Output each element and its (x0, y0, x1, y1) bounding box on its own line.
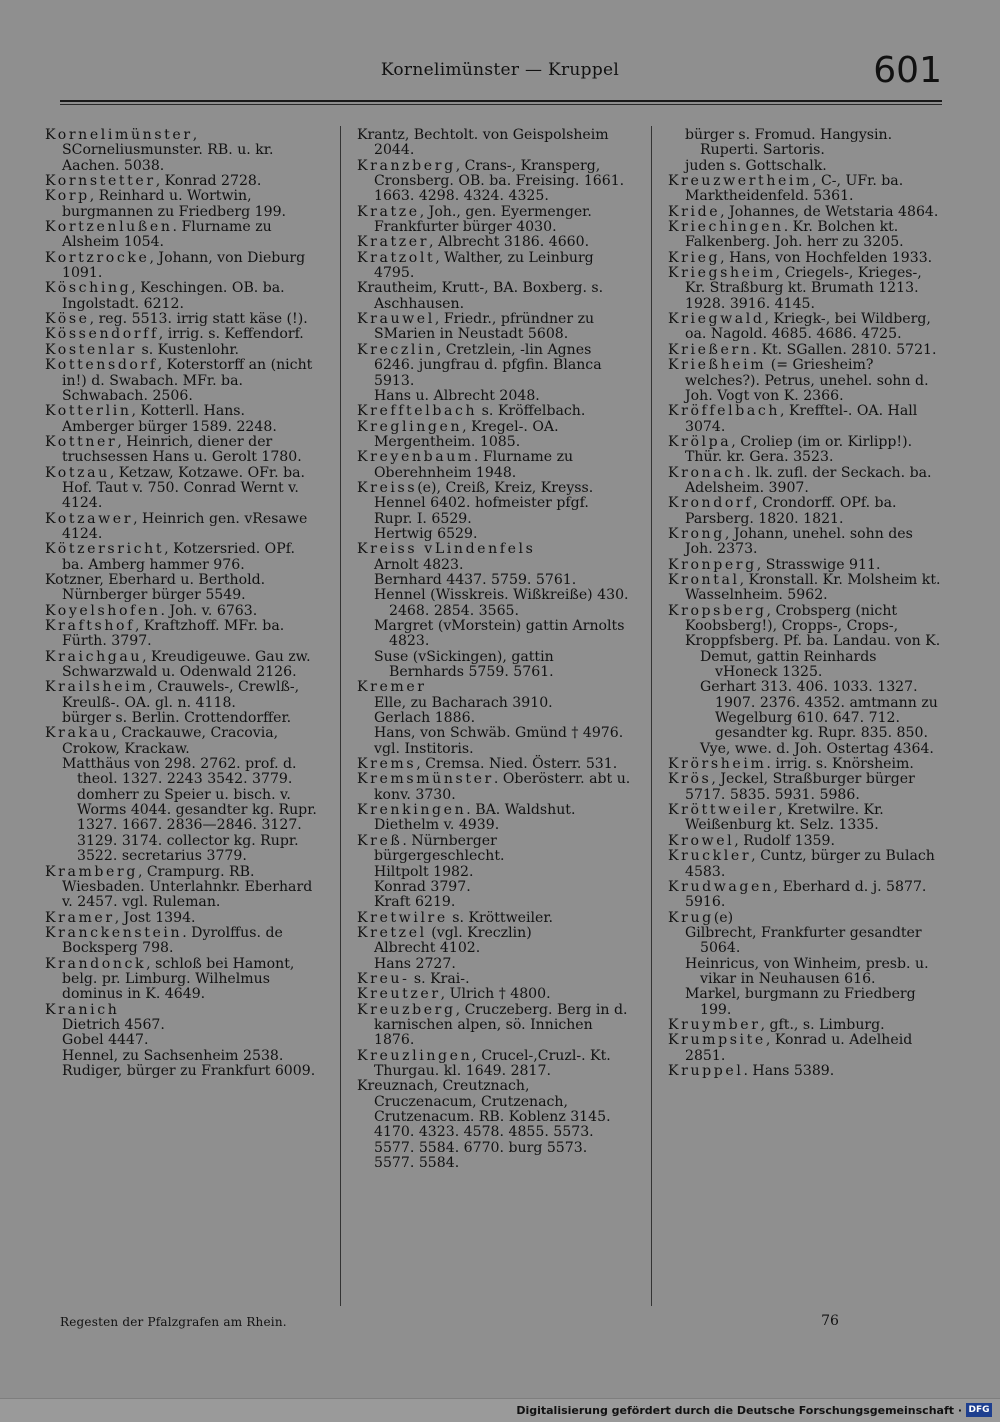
index-entry (668, 1064, 942, 1079)
entry-text: , Jost 1394. (114, 909, 196, 926)
entry-text: , Koterstorff an (nicht in!) d. Swabach. MFr. ba. Schwabach. 2506. (62, 357, 313, 404)
entry-headword: Kötzersricht (45, 541, 165, 558)
entry-headword: Kratze (357, 203, 420, 220)
index-entry (668, 159, 942, 174)
entry-headword: Krös (668, 771, 712, 788)
entry-headword: Kottner (45, 433, 118, 450)
entry-text: Bernhard 4437. 5759. 5761. (374, 571, 577, 588)
index-entry (45, 573, 319, 604)
entry-headword: Krumpsite (668, 1032, 766, 1049)
entry-text: , Crauwels-, Crewlß-, Kreulß-. OA. gl. n. 4118. (62, 679, 300, 711)
index-entry (45, 174, 319, 189)
entry-text: , irrig. s. Keffendorf. (158, 326, 304, 343)
entry-text: Gerlach 1886. (374, 710, 476, 727)
entry-headword: Krauwel (357, 311, 435, 328)
index-entry (45, 251, 319, 282)
entry-headword: Krontal (668, 571, 740, 588)
index-entry (668, 205, 942, 220)
index-entry (45, 757, 319, 864)
entry-headword: Krakau (45, 725, 113, 742)
entry-text: , Crampurg. RB. Wiesbaden. Unterlahnkr. Eberhard v. 2457. vgl. Ruleman. (62, 863, 313, 911)
index-entry (357, 834, 631, 865)
index-entry (357, 404, 631, 419)
entry-headword: Kruymber (668, 1016, 761, 1033)
index-entry (668, 880, 942, 911)
entry-text: vgl. Institoris. (374, 740, 474, 757)
entry-text: Kreuznach, Creutznach, Cruczenacum, Crutzenach, Crutzenacum. RB. Koblenz 3145. 4170. 4323. 4578. 4855. 5573. 5577. 5584. 6770. burg 5573. 5577. 5584. (357, 1078, 611, 1172)
index-entry (357, 1079, 631, 1171)
entry-headword: Krowel (668, 832, 735, 849)
entry-text: . Kt. SGallen. 2810. 5721. (752, 341, 937, 358)
index-entry (45, 358, 319, 404)
entry-text: s. Krai-. (409, 970, 470, 987)
entry-text: . Joh. v. 6763. (160, 602, 258, 619)
index-entry (357, 957, 631, 972)
index-entry (357, 619, 631, 650)
index-entry (45, 327, 319, 342)
index-entry (357, 650, 631, 681)
column-3 (668, 128, 942, 1079)
entry-text: Krautheim, Krutt-, BA. Boxberg. s. Aschhausen. (357, 280, 604, 312)
index-entry (357, 911, 631, 926)
entry-text: (= Griesheim? welches?). Petrus, unehel. sohn d. Joh. Vogt von K. 2366. (685, 357, 929, 404)
entry-text: Dietrich 4567. (62, 1016, 165, 1033)
index-entry (45, 1003, 319, 1018)
index-entry (668, 251, 942, 266)
index-entry (668, 803, 942, 834)
entry-headword: Köse (45, 311, 90, 328)
footer-sheet-number: 76 (821, 1313, 839, 1329)
entry-text: Kraft 6219. (374, 894, 456, 911)
entry-text: , Cruczeberg. Berg in d. karnischen alpen, sö. Innichen 1876. (374, 1001, 628, 1049)
index-entry (668, 1033, 942, 1064)
index-entry (668, 926, 942, 957)
index-entry (45, 435, 319, 466)
entry-text: , Heinrich, diener der truchsessen Hans u. Gerolt 1780. (62, 433, 302, 466)
index-entry (45, 542, 319, 573)
entry-headword: Kreu- (357, 970, 410, 987)
entry-headword: Krießheim (668, 357, 767, 374)
entry-text: Konrad 3797. (374, 878, 471, 895)
entry-text: , Criegels-, Krieges-, Kr. Straßburg kt. Brumath 1213. 1928. 3916. 4145. (685, 265, 922, 312)
index-entry (45, 604, 319, 619)
entry-text: Krantz, Bechtolt. von Geispolsheim 2044. (357, 127, 609, 159)
entry-text: (e) (713, 909, 734, 926)
entry-headword: Kostenlar (45, 341, 137, 358)
entry-text: . irrig. s. Knörsheim. (766, 756, 914, 773)
index-entry (45, 711, 319, 726)
index-entry (357, 235, 631, 250)
index-entry (357, 941, 631, 956)
index-entry (357, 680, 631, 695)
entry-headword: Kreiss vLindenfels (357, 541, 536, 558)
entry-headword: Kropsberg (668, 602, 767, 619)
index-entry (357, 389, 631, 404)
entry-headword: Kranzberg (357, 157, 456, 174)
entry-text: , Crondorff. OPf. ba. Parsberg. 1820. 1821. (685, 495, 897, 527)
entry-text: , Kriegk-, bei Wildberg, oa. Nagold. 4685. 4686. 4725. (685, 311, 931, 343)
entry-text: , Heinrich gen. vResawe 4124. (62, 510, 308, 542)
entry-text: s. Kröttweiler. (447, 909, 554, 926)
entry-headword: Kruckler (668, 848, 752, 865)
entry-text: , Krefftel-. OA. Hall 3074. (685, 403, 918, 435)
index-entry (357, 696, 631, 711)
header-rule-thin (60, 104, 942, 105)
index-entry (357, 972, 631, 987)
index-entry (357, 1003, 631, 1049)
entry-text: , reg. 5513. irrig statt käse (!). (89, 311, 308, 328)
entry-headword: Korp (45, 188, 90, 205)
entry-text: Hennel (Wisskreis. Wißkreiße) 430. 2468. 2854. 3565. (374, 587, 629, 619)
entry-text: , Cretzlein, -lin Agnes 6246. jungfrau d. pfgfin. Blanca 5913. (374, 341, 602, 389)
index-entry (357, 573, 631, 588)
digitization-credit-bar (0, 1398, 1000, 1422)
index-entry (357, 159, 631, 205)
index-entry (357, 281, 631, 312)
entry-headword: Kratzolt (357, 249, 436, 266)
entry-text: s. Kustenlohr. (137, 341, 240, 358)
entry-text: , C-, UFr. ba. Marktheidenfeld. 5361. (685, 173, 904, 205)
column-1 (45, 128, 319, 1079)
column-2 (357, 128, 631, 1171)
entry-headword: Kotzawer (45, 510, 134, 527)
index-entry (668, 266, 942, 312)
index-entry (357, 481, 631, 527)
entry-text: , Kretwilre. Kr. Weißenburg kt. Selz. 1335. (685, 802, 884, 834)
index-entry (668, 404, 942, 435)
entry-text: , Johann, unehel. sohn des Joh. 2373. (685, 525, 913, 558)
header-rule-thick (60, 100, 942, 102)
entry-text: Margret (vMorstein) gattin Arnolts 4823. (374, 618, 625, 650)
entry-text: , Reinhard u. Wortwin, burgmannen zu Friedberg 199. (62, 188, 287, 220)
entry-headword: Kriegsheim (668, 265, 776, 282)
entry-headword: Kornelimünster (45, 127, 193, 143)
index-entry (45, 1064, 319, 1079)
entry-text: Hans u. Albrecht 2048. (374, 387, 540, 404)
index-entry (668, 772, 942, 803)
entry-headword: Kreczlin (357, 341, 437, 358)
entry-text: (e), Creiß, Kreiz, Kreyss. Hennel 6402. hofmeister pfgf. Rupr. I. 6529. (374, 479, 594, 527)
entry-headword: Kranckenstein (45, 924, 183, 941)
entry-headword: Kröttweiler (668, 802, 779, 819)
index-entry (357, 450, 631, 481)
entry-text: , gft., s. Limburg. (760, 1016, 885, 1033)
entry-headword: Kösching (45, 280, 132, 297)
entry-headword: Krenkingen (357, 802, 467, 819)
entry-headword: Kreuzberg (357, 1001, 456, 1018)
entry-text: Gerhart 313. 406. 1033. 1327. 1907. 2376. 4352. amtmann zu Wegelburg 610. 647. 712. gesandter kg. Rupr. 835. 850. (700, 679, 938, 742)
entry-headword: Kössendorff (45, 326, 159, 343)
entry-text: , Ulrich † 4800. (440, 986, 551, 1003)
entry-headword: Kremer (357, 679, 427, 696)
index-entry (668, 1018, 942, 1033)
index-entry (357, 772, 631, 803)
index-entry (45, 1018, 319, 1033)
entry-text: , Keschingen. OB. ba. Ingolstadt. 6212. (62, 280, 285, 312)
index-entry (357, 420, 631, 451)
entry-text: , Ketzaw, Kotzawe. OFr. ba. Hof. Taut v. 750. Conrad Wernt v. 4124. (62, 464, 305, 512)
index-entry (357, 880, 631, 895)
index-entry (357, 803, 631, 834)
index-entry (357, 251, 631, 282)
entry-text: . Flurname zu Oberehnheim 1948. (374, 449, 574, 481)
index-entry (668, 174, 942, 205)
entry-text: , Kronstall. Kr. Molsheim kt. Wasselnheim. 5962. (685, 571, 941, 604)
index-entry (668, 312, 942, 343)
index-entry (45, 957, 319, 1003)
entry-headword: Kreuzlingen (357, 1047, 473, 1064)
entry-text: , Eberhard d. j. 5877. 5916. (685, 878, 927, 911)
entry-text: Kotzner, Eberhard u. Berthold. Nürnberger bürger 5549. (45, 571, 266, 604)
index-entry (668, 957, 942, 988)
index-entry (45, 1033, 319, 1048)
index-entry (668, 435, 942, 466)
page-header (0, 50, 1000, 96)
index-entry (357, 588, 631, 619)
entry-text: , Kregel-. OA. Mergentheim. 1085. (374, 418, 559, 450)
index-entry (668, 604, 942, 650)
index-entry (357, 987, 631, 1002)
entry-text: , Friedr., pfründner zu SMarien in Neustadt 5608. (374, 311, 595, 343)
entry-headword: Krölpa (668, 433, 732, 450)
entry-text: , Crucel-,Cruzl-. Kt. Thurgau. kl. 1649. 2817. (374, 1047, 611, 1079)
entry-headword: Krörsheim (668, 756, 767, 773)
entry-text: Hans 2727. (374, 955, 456, 972)
index-entry (45, 926, 319, 957)
index-entry (45, 220, 319, 251)
entry-headword: Kratzer (357, 234, 430, 251)
entry-headword: Kortzenlußen (45, 219, 173, 236)
index-entry (357, 128, 631, 159)
entry-text: , Cremsa. Nied. Österr. 531. (416, 756, 618, 773)
entry-text: . Kr. Bolchen kt. Falkenberg. Joh. herr zu 3205. (685, 219, 904, 251)
index-entry (668, 343, 942, 358)
index-entry (45, 404, 319, 435)
entry-text: , Johannes, de Wetstaria 4864. (720, 203, 939, 220)
index-entry (45, 726, 319, 757)
entry-text: Gilbrecht, Frankfurter gesandter 5064. (685, 924, 922, 957)
entry-text: , Cuntz, bürger zu Bulach 4583. (685, 848, 935, 880)
entry-headword: Kreiss (357, 479, 418, 496)
index-entry (357, 343, 631, 389)
index-entry (45, 650, 319, 681)
index-entry (668, 128, 942, 159)
entry-text: , Joh., gen. Eyermenger. Frankfurter bürger 4030. (374, 203, 592, 236)
entry-headword: Kotzau (45, 464, 110, 481)
entry-headword: Kröffelbach (668, 403, 781, 420)
entry-headword: Krieg (668, 249, 721, 266)
entry-headword: Kreyenbaum (357, 449, 474, 466)
entry-text: Elle, zu Bacharach 3910. (374, 694, 553, 711)
entry-text: , Crans-, Kransperg, Cronsberg. OB. ba. Freising. 1661. 1663. 4298. 4324. 4325. (374, 157, 625, 205)
index-entry (668, 742, 942, 757)
entry-text: . Hans 5389. (743, 1062, 835, 1079)
entry-text: , Kotterll. Hans. Amberger bürger 1589. 2248. (62, 403, 277, 435)
index-entry (45, 312, 319, 327)
entry-text: Rudiger, bürger zu Frankfurt 6009. (62, 1062, 316, 1079)
index-entry (668, 650, 942, 681)
entry-text: , Strasswige 911. (756, 556, 881, 573)
index-entry (668, 358, 942, 404)
entry-headword: Kruppel (668, 1062, 744, 1079)
entry-text: , Crackauwe, Cracovia, Crokow, Krackaw. (62, 725, 279, 757)
entry-headword: Kornstetter (45, 173, 156, 190)
index-entry (668, 466, 942, 497)
index-entry (45, 865, 319, 911)
entry-text: , Albrecht 3186. 4660. (429, 234, 590, 251)
index-entry (45, 619, 319, 650)
index-entry (357, 711, 631, 726)
index-entry (357, 312, 631, 343)
entry-text: s. Kröffelbach. (477, 403, 586, 420)
index-entry (45, 343, 319, 358)
index-entry (668, 757, 942, 772)
entry-headword: Krießern (668, 341, 753, 358)
entry-text: (vgl. Kreczlin) (426, 924, 532, 941)
column-divider-left (340, 126, 341, 1306)
running-title: Kornelimünster — Kruppel (380, 60, 620, 80)
entry-text: Hiltpolt 1982. (374, 863, 474, 880)
entry-headword: Kramer (45, 909, 115, 926)
entry-headword: Kriegwald (668, 311, 765, 328)
entry-headword: Krong (668, 525, 725, 542)
entry-text: . lk. zufl. der Seckach. ba. Adelsheim. 3907. (685, 464, 932, 496)
index-entry (45, 128, 319, 174)
entry-headword: Krug (668, 909, 714, 926)
column-divider-right (651, 126, 652, 1306)
entry-text: , Konrad u. Adelheid 2851. (685, 1032, 913, 1064)
entry-headword: Kronach (668, 464, 747, 481)
entry-headword: Kretwilre (357, 909, 448, 926)
index-entry (45, 680, 319, 711)
entry-headword: Koyelshofen (45, 602, 161, 619)
entry-headword: Kreuzwertheim (668, 173, 813, 190)
index-entry (357, 205, 631, 236)
index-entry (357, 527, 631, 542)
index-entry (45, 512, 319, 543)
entry-text: . Nürnberger bürgergeschlecht. (374, 832, 505, 865)
index-entry (668, 680, 942, 741)
index-entry (668, 911, 942, 926)
entry-headword: Kraichgau (45, 648, 143, 665)
index-entry (357, 865, 631, 880)
index-entry (45, 281, 319, 312)
entry-headword: Kronperg (668, 556, 757, 573)
entry-text: , Walther, zu Leinburg 4795. (374, 249, 594, 282)
entry-text: . BA. Waldshut. Diethelm v. 4939. (374, 802, 576, 834)
entry-text: . Oberösterr. abt u. konv. 3730. (374, 771, 631, 803)
entry-text: , SCorneliusmunster. RB. u. kr. Aachen. 5038. (62, 127, 274, 174)
index-entry (668, 527, 942, 558)
entry-text: , Kraftzhoff. MFr. ba. Fürth. 3797. (62, 618, 285, 650)
entry-headword: Krailsheim (45, 679, 149, 696)
entry-text: , Crobsperg (nicht Koobsberg!), Cropps-, Crops-, Kroppfsberg. Pf. ba. Landau. von K. (685, 602, 941, 650)
index-entry (668, 849, 942, 880)
index-entry (668, 558, 942, 573)
entry-headword: Kramberg (45, 863, 138, 880)
entry-text: , Kotzersried. OPf. ba. Amberg hammer 976. (62, 541, 295, 573)
index-entry (668, 220, 942, 251)
index-entry (357, 926, 631, 941)
entry-text: Hans, von Schwäb. Gmünd † 4976. (374, 725, 624, 742)
index-entry (668, 834, 942, 849)
entry-text: Hennel, zu Sachsenheim 2538. (62, 1047, 284, 1064)
entry-headword: Krudwagen (668, 878, 774, 895)
entry-text: , Konrad 2728. (155, 173, 262, 190)
entry-text: Markel, burgmann zu Friedberg 199. (685, 986, 916, 1018)
entry-text: , Kreudigeuwe. Gau zw. Schwarzwald u. Odenwald 2126. (62, 648, 311, 681)
entry-text: , Rudolf 1359. (734, 832, 835, 849)
index-entry (357, 542, 631, 557)
entry-text: bürger s. Fromud. Hangysin. Ruperti. Sartoris. (685, 127, 893, 159)
entry-text: , Jeckel, Straßburger bürger 5717. 5835. 5931. 5986. (685, 771, 915, 803)
entry-headword: Krefftelbach (357, 403, 478, 420)
entry-text: Albrecht 4102. (374, 940, 481, 957)
entry-headword: Kriechingen (668, 219, 784, 236)
entry-headword: Kretzel (357, 924, 427, 941)
entry-headword: Kreglingen (357, 418, 463, 435)
entry-text: Gobel 4447. (62, 1032, 149, 1049)
index-entry (668, 987, 942, 1018)
entry-headword: Kride (668, 203, 721, 220)
entry-headword: Kremsmünster (357, 771, 494, 788)
entry-text: Demut, gattin Reinhards vHoneck 1325. (700, 648, 877, 681)
index-entry (357, 757, 631, 772)
entry-headword: Kortzrocke (45, 249, 150, 266)
entry-headword: Kreß (357, 832, 403, 849)
index-entry (45, 189, 319, 220)
entry-text: , Hans, von Hochfelden 1933. (720, 249, 933, 266)
index-entry (357, 726, 631, 741)
entry-headword: Kreutzer (357, 986, 441, 1003)
entry-text: Suse (vSickingen), gattin Bernhards 5759. 5761. (374, 648, 554, 681)
entry-headword: Kotterlin (45, 403, 132, 420)
index-entry (45, 1049, 319, 1064)
entry-text: . Dyrolffus. de Bocksperg 798. (62, 924, 283, 957)
page-number: 601 (873, 50, 942, 91)
entry-text: . Flurname zu Alsheim 1054. (62, 219, 272, 251)
entry-headword: Krondorf (668, 495, 754, 512)
entry-text: Vye, wwe. d. Joh. Ostertag 4364. (700, 740, 934, 757)
entry-text: juden s. Gottschalk. (685, 157, 827, 174)
entry-text: , Johann, von Dieburg 1091. (62, 249, 306, 282)
entry-headword: Kranich (45, 1001, 120, 1018)
index-entry (668, 573, 942, 604)
index-entry (45, 911, 319, 926)
entry-text: , schloß bei Hamont, belg. pr. Limburg. Wilhelmus dominus in K. 4649. (62, 955, 295, 1003)
credit-text: Digitalisierung gefördert durch die Deutsche Forschungsgemeinschaft · (516, 1404, 962, 1417)
index-entry (357, 895, 631, 910)
dfg-logo-icon: DFG (966, 1403, 992, 1417)
entry-text: Matthäus von 298. 2762. prof. d. theol. 1327. 2243 3542. 3779. domherr zu Speier u. bisch. v. Worms 4044. gesandter kg. Rupr. 1327. 1667. 2836—2846. 3127. 3129. 3174. collector kg. Rupr. 3522. secretarius 3779. (62, 756, 317, 865)
footer-source: Regesten der Pfalzgrafen am Rhein. (60, 1315, 287, 1329)
entry-text: Arnolt 4823. (374, 556, 464, 573)
entry-headword: Kraftshof (45, 618, 135, 634)
index-entry (357, 1049, 631, 1080)
entry-headword: Krems (357, 756, 417, 773)
index-entry (357, 742, 631, 757)
index-entry (668, 496, 942, 527)
index-entry (45, 466, 319, 512)
entry-headword: Kottensdorf (45, 357, 158, 374)
entry-text: bürger s. Berlin. Crottendorffer. (62, 710, 292, 727)
index-entry (357, 558, 631, 573)
entry-headword: Krandonck (45, 955, 147, 972)
entry-text: Heinricus, von Winheim, presb. u. vikar in Neuhausen 616. (685, 955, 929, 987)
entry-text: , Croliep (im or. Kirlipp!). Thür. kr. Gera. 3523. (685, 433, 913, 466)
entry-text: Hertwig 6529. (374, 525, 478, 542)
